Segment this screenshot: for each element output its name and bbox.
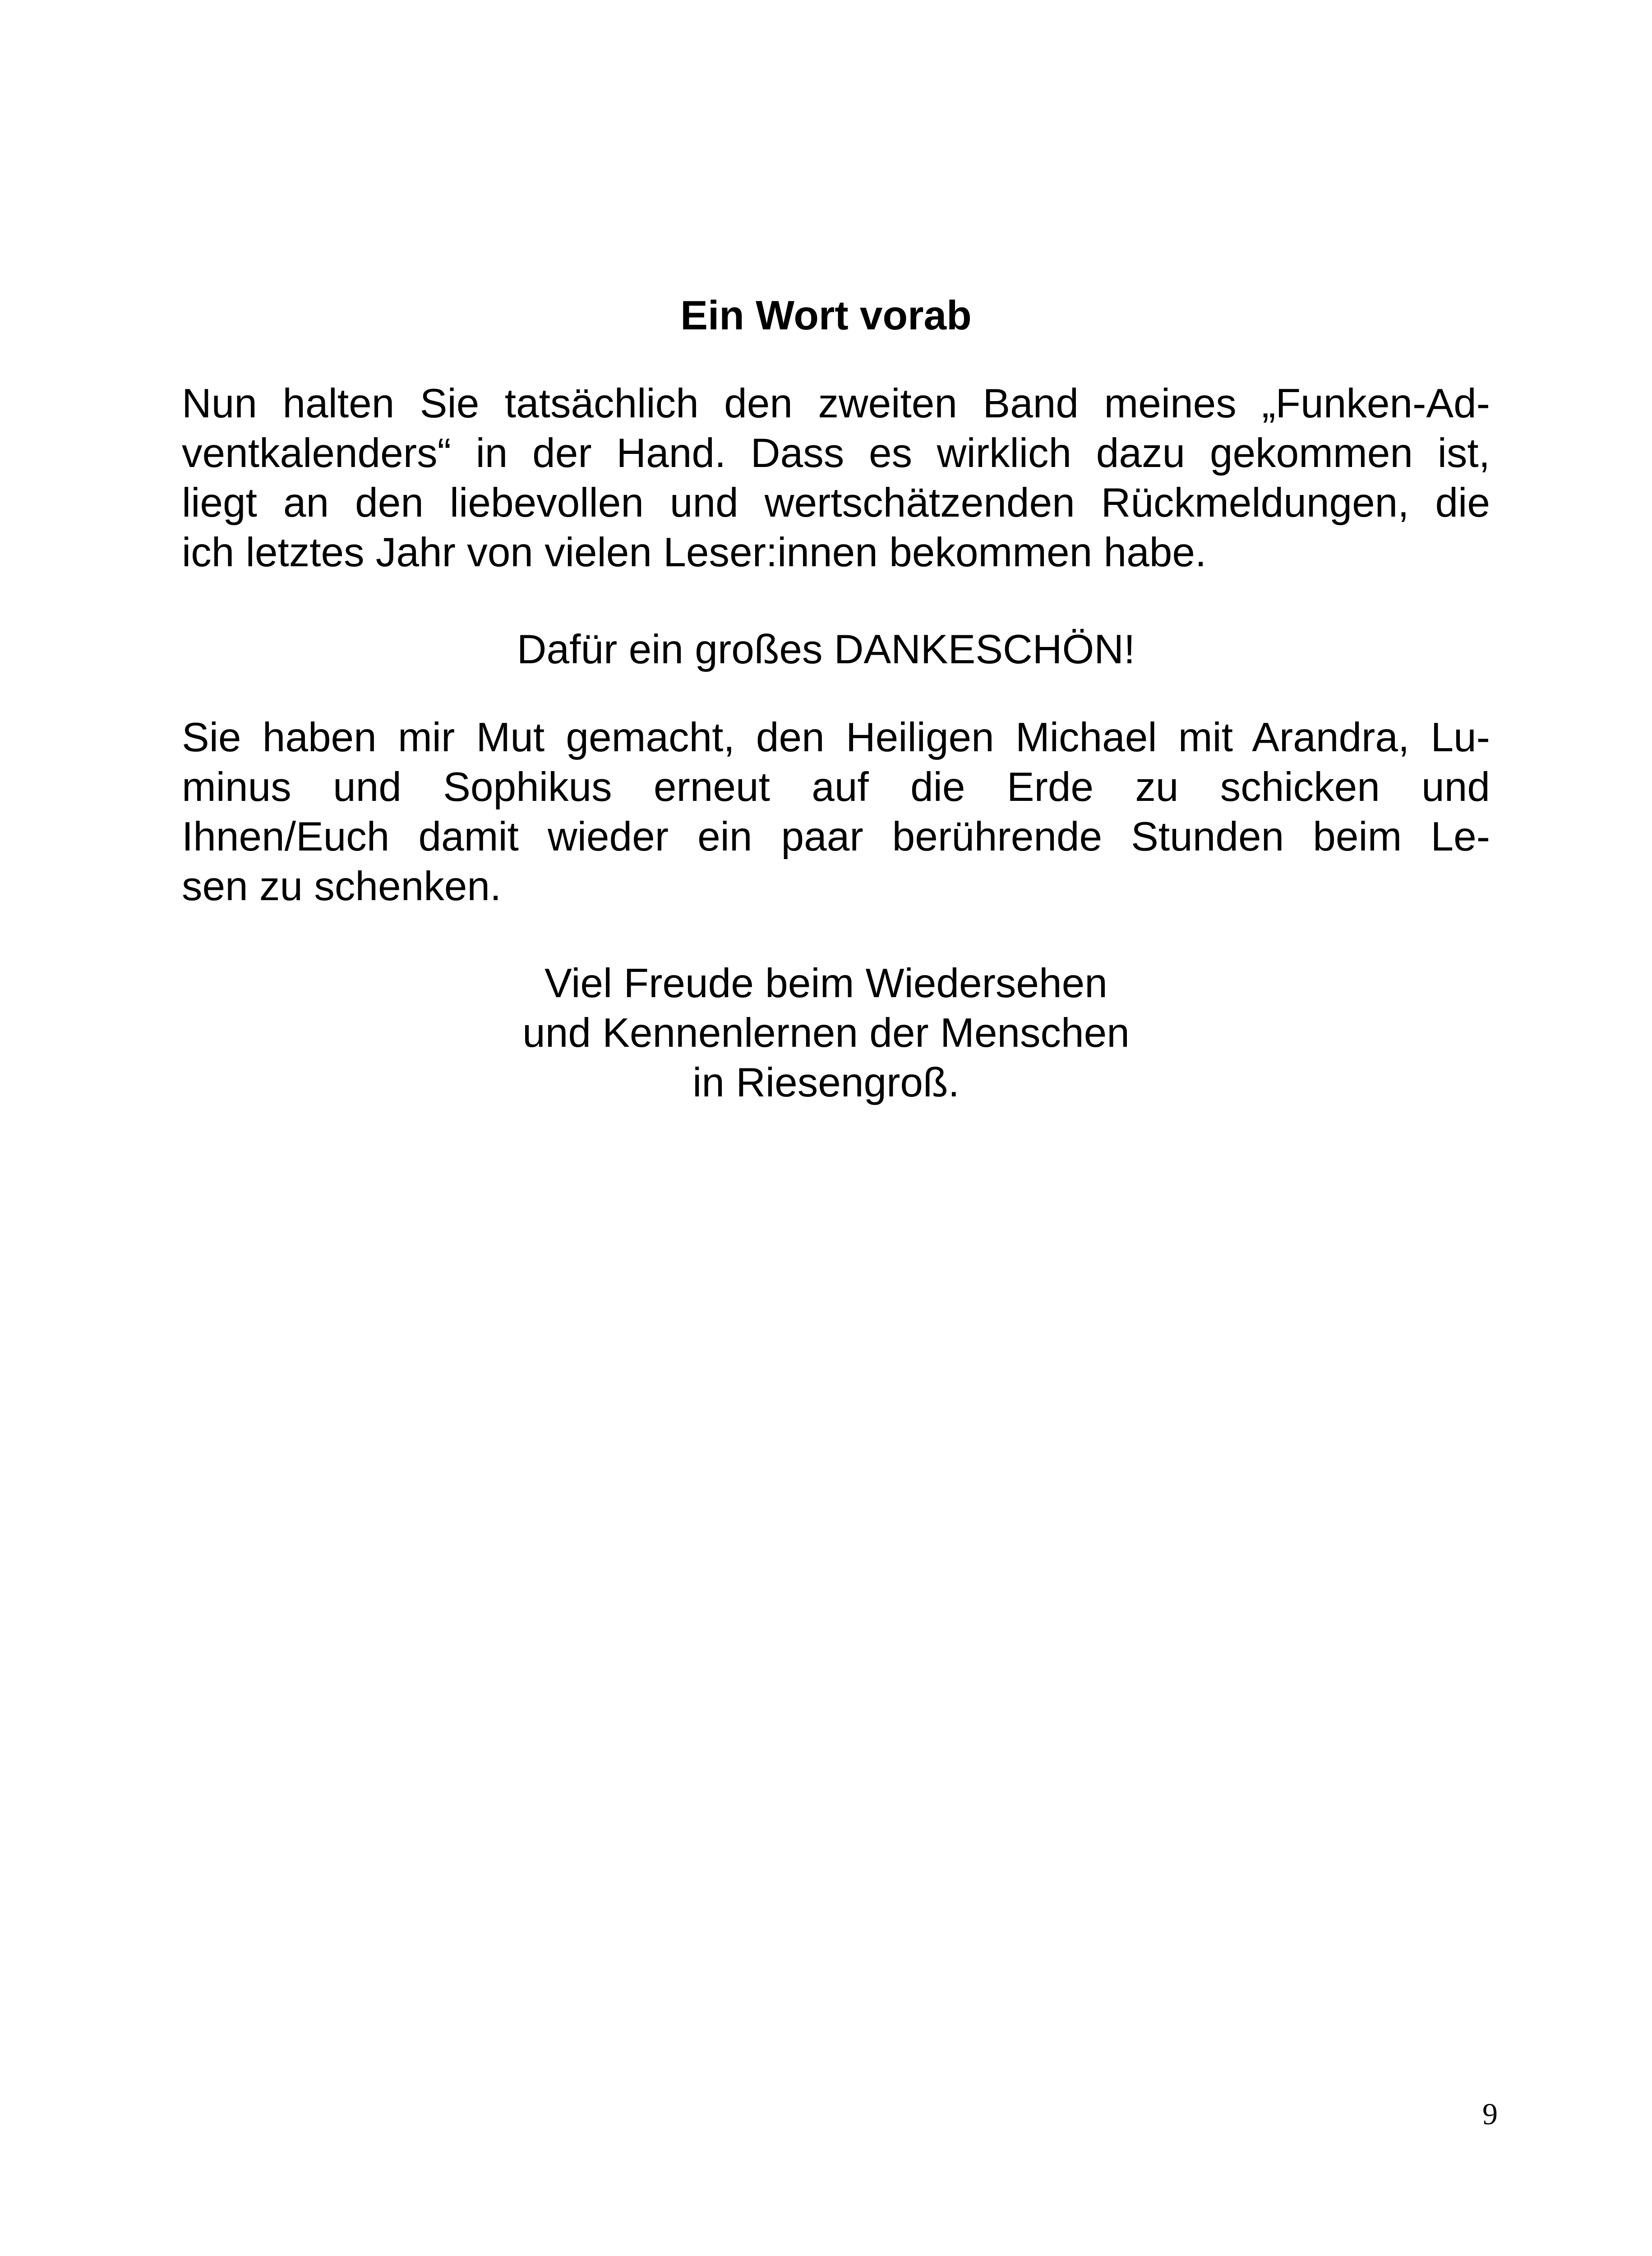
intro-paragraph: [182, 379, 1490, 578]
page-heading: Ein Wort vorab: [680, 293, 972, 338]
intro-line: ventkalenders“ in der Hand. Dass es wirklich dazu gekommen ist,: [182, 430, 1490, 476]
encouragement-line: Ihnen/Euch damit wieder ein paar berührende Stunden beim Le-: [182, 814, 1490, 860]
encouragement-line: sen zu schenken.: [182, 864, 502, 909]
closing-line: in Riesengroß.: [692, 1060, 960, 1105]
intro-line: Nun halten Sie tatsächlich den zweiten Band meines „Funken-Ad-: [182, 381, 1490, 426]
encouragement-paragraph: [182, 713, 1490, 911]
intro-line: liegt an den liebevollen und wertschätzenden Rückmeldungen, die: [182, 480, 1490, 526]
closing-line: und Kennenlernen der Menschen: [522, 1010, 1130, 1056]
encouragement-line: Sie haben mir Mut gemacht, den Heiligen Michael mit Arandra, Lu-: [182, 715, 1490, 760]
page-number: 9: [1482, 2097, 1498, 2131]
thanks-line: Dafür ein großes DANKESCHÖN!: [517, 627, 1135, 672]
closing-line: Viel Freude beim Wiedersehen: [545, 961, 1107, 1006]
closing-wish: [0, 959, 1652, 1108]
encouragement-line: minus und Sophikus erneut auf die Erde zu schicken und: [182, 764, 1490, 810]
intro-line: ich letztes Jahr von vielen Leser:innen bekommen habe.: [182, 530, 1207, 575]
